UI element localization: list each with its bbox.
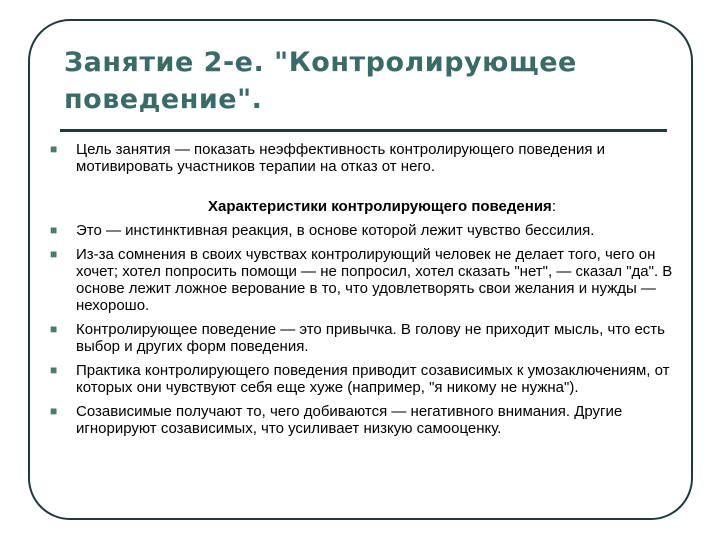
slide-body xyxy=(48,141,688,444)
square-bullet-icon: ■ xyxy=(50,223,58,237)
intro-text: Цель занятия — показать неэффективность контролирующего поведения и мотивировать участников терапии на отказ от него. xyxy=(76,141,606,175)
subheading-colon: : xyxy=(551,198,556,215)
subheading-text: Характеристики контролирующего поведения xyxy=(208,198,552,215)
list-item-text: Контролирующее поведение — это привычка. В голову не приходит мысль, что есть выбор и других форм поведения. xyxy=(76,321,665,355)
square-bullet-icon: ■ xyxy=(50,363,58,377)
list-item-text: Из-за сомнения в своих чувствах контролирующий человек не делает того, чего он хочет; хотел попросить помощи — не попросил, хотел сказать "нет", — сказал "да". В основе лежит ложное верование в то, что удовлетворять свои желания и нужды — нехорошо. xyxy=(76,246,673,314)
list-item-text: Это — инстинктивная реакция, в основе которой лежит чувство бессилия. xyxy=(76,222,595,239)
square-bullet-icon: ■ xyxy=(50,322,58,336)
title-divider xyxy=(60,129,667,132)
list-item xyxy=(48,403,688,437)
square-bullet-icon: ■ xyxy=(50,247,58,261)
list-item-text: Созависимые получают то, чего добиваются — негативного внимания. Другие игнорируют созависимых, что усиливает низкую самооценку. xyxy=(76,403,623,437)
square-bullet-icon: ■ xyxy=(50,404,58,418)
section-subheading xyxy=(48,198,688,215)
list-item-intro xyxy=(48,141,688,175)
list-item xyxy=(48,246,688,314)
list-item-text: Практика контролирующего поведения приводит созависимых к умозаключениям, от которых они чувствуют себя еще хуже (например, "я никому не нужна"). xyxy=(76,362,670,396)
square-bullet-icon: ■ xyxy=(50,142,58,156)
slide-title: Занятие 2-е. "Контролирующее поведение". xyxy=(64,47,577,115)
list-item xyxy=(48,362,688,396)
list-item xyxy=(48,321,688,355)
list-item xyxy=(48,222,688,239)
